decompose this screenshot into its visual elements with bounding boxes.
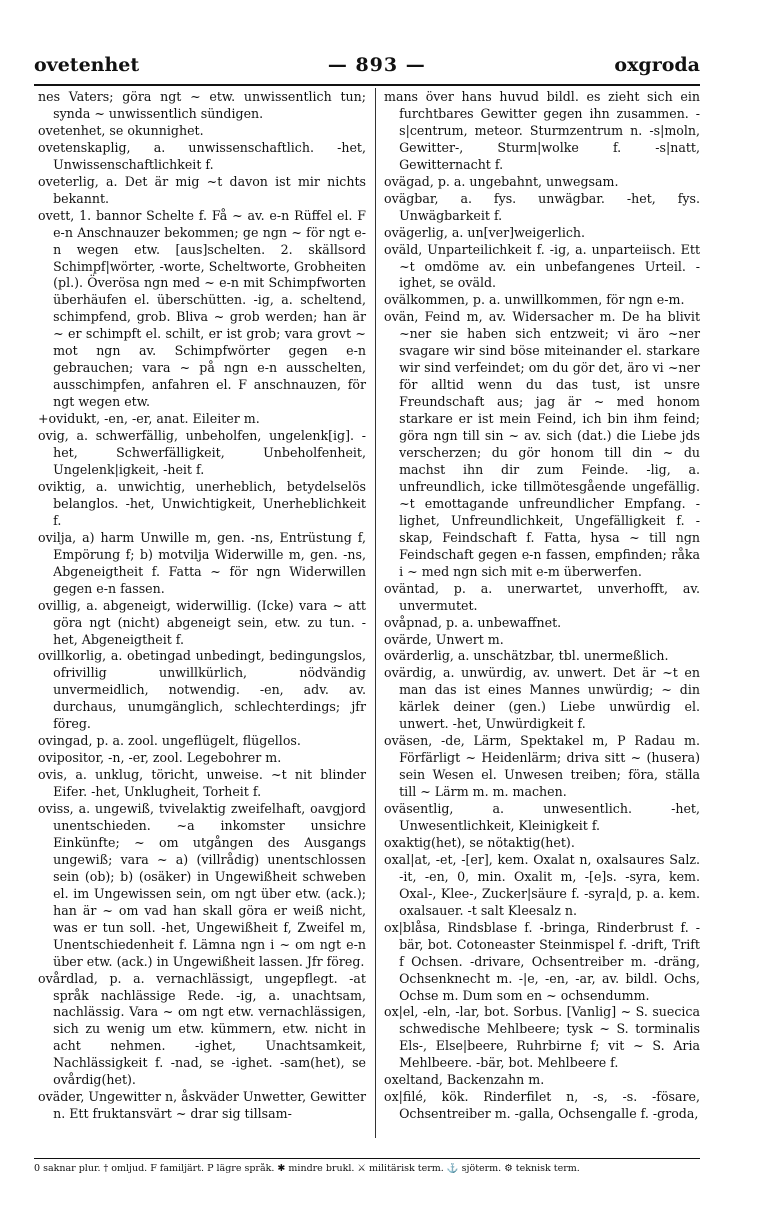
dictionary-entry: ovipositor, -n, -er, zool. Legebohrer m. (38, 750, 282, 766)
dictionary-entry: oväld, Unparteilichkeit f. -ig, a. unparteiisch. Ett ~t omdöme av. ein unbefangenes Urteil. -ighet, se oväld. (384, 241, 700, 291)
dictionary-entry: ovingad, p. a. zool. ungeflügelt, flügellos. (38, 733, 301, 749)
dictionary-entry: ovärdig, a. unwürdig, av. unwert. Det är ~t en man das ist eines Mannes unwürdig; ~ din kärlek deiner (gen.) Liebe unwürdig el. unwert. -het, Unwürdigkeit f. (384, 665, 700, 732)
dictionary-entry: ovän, Feind m, av. Widersacher m. De ha blivit ~ner sie haben sich entzweit; vi äro ~ner svagare wir sind böse miteinander el. starkare wir sind verfeindet; om du gör det, äro vi ~ner för alltid wenn du das tust, ist unsre Freundschaft aus; jag är ~ med honom starkare er ist mein Feind, ich bin ihm feind; göra ngn till sin ~ av. sich (dat.) die Liebe jds verscherzen; du gör honom till din ~ du machst ihn dir zum Feinde. -lig, a. unfreundlich, icke tillmötesgående ungefällig. ~t emottagande unfreundlicher Empfang. -lighet, Unfreundlichkeit, Ungefälligkeit f. -skap, Feindschaft f. Fatta, hysa ~ till ngn Feindschaft gegen e-n fassen, empfinden; råka i ~ med ngn sich mit e-m überwerfen. (384, 309, 700, 579)
dictionary-entry: ox|filé, kök. Rinderfilet n, -s, -s. -fösare, Ochsentreiber m. -galla, Ochsengalle f. -groda, (384, 1089, 700, 1122)
dictionary-entry: ovett, 1. bannor Schelte f. Få ~ av. e-n Rüffel el. F e-n Anschnauzer bekommen; ge ngn ~ för ngt e-n wegen etw. [aus]schelten. 2. skällsord Schimpf|wörter, -worte, Scheltworte, Grobheiten (pl.). Överösa ngn med ~ e-n mit Schimpfworten überhäufen el. überschütten. -ig, a. scheltend, schimpfend, grob. Bliva ~ grob werden; han är ~ er schimpft el. schilt, er ist grob; vara grovt ~ mot ngn av. Schimpfwörter gegen e-n gebrauchen; vara ~ på ngn e-n ausschelten, ausschimpfen, anfahren el. F anschnauzen, för ngt wegen etw. (38, 207, 366, 410)
dictionary-entry: ovägbar, a. fys. unwägbar. -het, fys. Unwägbarkeit f. (384, 190, 700, 223)
dictionary-entry: oxaktig(het), se nötaktig(het). (384, 834, 575, 850)
footer-rule (34, 1158, 700, 1159)
dictionary-entry: oväsen, -de, Lärm, Spektakel m, P Radau m. Förfärligt ~ Heidenlärm; driva sitt ~ (husera) sein Wesen el. Unwesen treiben; föra, ställa till ~ Lärm m. m. machen. (384, 733, 700, 800)
dictionary-entry: ovägad, p. a. ungebahnt, unwegsam. (384, 173, 619, 189)
dictionary-entry: ovärde, Unwert m. (384, 631, 504, 647)
right-column (384, 89, 700, 1123)
abbreviation-legend: 0 saknar plur. † omljud. F familjärt. P lägre språk. ✱ mindre brukl. ⚔ militärisk term. ⚓ sjöterm. ⚙ teknisk term. (34, 1163, 580, 1174)
page-header (34, 48, 700, 82)
dictionary-entry: ovillig, a. abgeneigt, widerwillig. (Icke) vara ~ att göra ngt (nicht) abgeneigt sein, etw. zu tun. -het, Abgeneigtheit f. (38, 597, 366, 647)
dictionary-entry: oveterlig, a. Det är mig ~t davon ist mir nichts bekannt. (38, 173, 366, 206)
dictionary-entry: mans över hans huvud bildl. es zieht sich ein furchtbares Gewitter gegen ihn zusammen. -s|centrum, meteor. Sturmzentrum n. -s|moln, Gewitter-, Sturm|wolke f. -s|natt, Gewitternacht f. (384, 89, 700, 172)
header-rule (34, 84, 700, 86)
dictionary-entry: oviss, a. ungewiß, tvivelaktig zweifelhaft, oavgjord unentschieden. ~a inkomster unsichre Einkünfte; ~ om utgången des Ausgangs ungewiß; vara ~ a) (villrådig) unentschlossen sein (ob); b) (osäker) in Ungewißheit schweben el. im Ungewissen sein, om ngt über etw. (ack.); han är ~ om vad han skall göra er weiß nicht, was er tun soll. -het, Ungewißheit f, Zweifel m, Unentschiedenheit f. Lämna ngn i ~ om ngt e-n über etw. (ack.) in Ungewißheit lassen. Jfr föreg. (38, 801, 366, 969)
dictionary-entry: oväntad, p. a. unerwartet, unverhofft, av. unvermutet. (384, 580, 700, 613)
dictionary-entry: ovälkommen, p. a. unwillkommen, för ngn e-m. (384, 292, 685, 308)
dictionary-entry: oxeltand, Backenzahn m. (384, 1072, 545, 1088)
dictionary-entry: ovis, a. unklug, töricht, unweise. ~t nit blinder Eifer. -het, Unklugheit, Torheit f. (38, 767, 366, 800)
dictionary-entry: +ovidukt, -en, -er, anat. Eileiter m. (38, 411, 260, 427)
dictionary-entry: nes Vaters; göra ngt ~ etw. unwissentlich tun; synda ~ unwissentlich sündigen. (38, 89, 366, 121)
dictionary-entry: ovilja, a) harm Unwille m, gen. -ns, Entrüstung f, Empörung f; b) motvilja Widerwille m, gen. -ns, Abgeneigtheit f. Fatta ~ för ngn Widerwillen gegen e-n fassen. (38, 529, 366, 596)
dictionary-entry: ovig, a. schwerfällig, unbeholfen, ungelenk[ig]. -het, Schwerfälligkeit, Unbeholfenheit, Ungelenk|igkeit, -heit f. (38, 428, 366, 477)
page-number: — 893 — (327, 54, 426, 76)
left-running-headword: ovetenhet (34, 54, 140, 76)
dictionary-entry: ox|blåsa, Rindsblase f. -bringa, Rinderbrust f. -bär, bot. Cotoneaster Steinmispel f. -drift, Trift f Ochsen. -drivare, Ochsentreiber m. -dräng, Ochsenknecht m. -|e, -en, -ar, av. bildl. Ochs, Ochse m. Dum som en ~ ochsendumm. (384, 919, 700, 1003)
dictionary-entry: ovetenhet, se okunnighet. (38, 122, 204, 138)
dictionary-entry: ovärderlig, a. unschätzbar, tbl. unermeßlich. (384, 648, 669, 664)
dictionary-entry: ox|el, -eln, -lar, bot. Sorbus. [Vanlig] ~ S. suecica schwedische Mehlbeere; tysk ~ S. torminalis Els-, Else|beere, Ruhrbirne f; vit ~ S. Aria Mehlbeere. -bär, bot. Mehlbeere f. (384, 1004, 700, 1071)
dictionary-entry: oväsentlig, a. unwesentlich. -het, Unwesentlichkeit, Kleinigkeit f. (384, 801, 700, 833)
dictionary-entry: ovåpnad, p. a. unbewaffnet. (384, 614, 562, 630)
dictionary-entry: ovårdlad, p. a. vernachlässigt, ungepflegt. -at språk nachlässige Rede. -ig, a. unachtsam, nachlässig. Vara ~ om ngt etw. vernachlässigen, sich zu wenig um etw. kümmern, etw. nicht in acht nehmen. -ighet, Unachtsamkeit, Nachlässigkeit f. -nad, se -ighet. -sam(het), se ovårdig(het). (38, 970, 366, 1088)
dictionary-entry: oxal|at, -et, -[er], kem. Oxalat n, oxalsaures Salz. -it, -en, 0, min. Oxalit m, -[e]s. -syra, kem. Oxal-, Klee-, Zucker|säure f. -syra|d, p. a. kem. oxalsauer. -t salt Kleesalz n. (384, 851, 700, 918)
dictionary-entry: oväder, Ungewitter n, åskväder Unwetter, Gewitter n. Ett fruktansvärt ~ drar sig tillsam- (38, 1089, 366, 1122)
left-column (38, 89, 366, 1123)
column-divider (375, 88, 376, 1138)
dictionary-entry: oviktig, a. unwichtig, unerheblich, betydelselös belanglos. -het, Unwichtigkeit, Unerheblichkeit f. (38, 478, 366, 528)
dictionary-entry: ovägerlig, a. un[ver]weigerlich. (384, 224, 586, 240)
dictionary-entry: ovillkorlig, a. obetingad unbedingt, bedingungslos, ofrivillig unwillkürlich, nödvändig unvermeidlich, notwendig. -en, adv. av. durchaus, unumgänglich, schlechterdings; jfr föreg. (38, 648, 366, 732)
right-running-headword: oxgroda (614, 54, 700, 76)
dictionary-entry: ovetenskaplig, a. unwissenschaftlich. -het, Unwissenschaftlichkeit f. (38, 139, 366, 172)
